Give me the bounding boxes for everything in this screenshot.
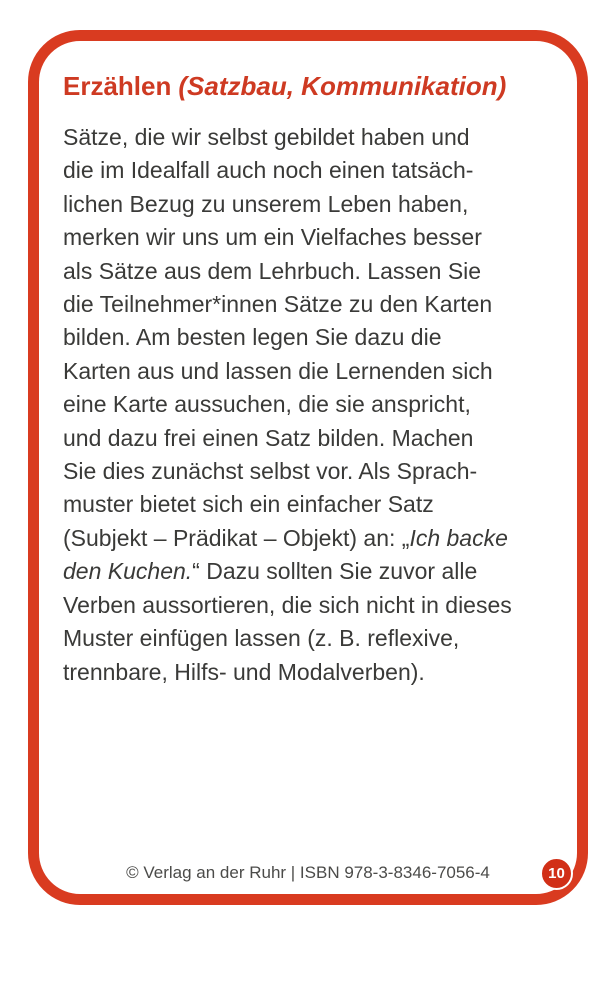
body-line: die im Idealfall auch noch einen tatsäch- xyxy=(63,157,474,184)
example-sentence-italic: den Kuchen. xyxy=(63,558,193,585)
body-line: Sie dies zunächst selbst vor. Als Sprach- xyxy=(63,458,478,485)
footer xyxy=(39,863,577,883)
card xyxy=(28,30,588,905)
body-line: lichen Bezug zu unserem Leben haben, xyxy=(63,190,469,217)
body-line: muster bietet sich ein einfacher Satz xyxy=(63,491,434,518)
page-number: 10 xyxy=(548,865,565,882)
page-number-badge xyxy=(540,857,573,890)
title-subtitle: (Satzbau, Kommunikation) xyxy=(178,71,507,101)
copyright-isbn: © Verlag an der Ruhr | ISBN 978-3-8346-7056-4 xyxy=(126,863,490,882)
body-line: bilden. Am besten legen Sie dazu die xyxy=(63,324,442,351)
page-title xyxy=(63,71,506,101)
example-sentence-italic: Ich backe xyxy=(409,524,508,551)
body-line: den Kuchen.“ Dazu sollten Sie zuvor alle xyxy=(63,558,478,585)
body-line: die Teilnehmer*innen Sätze zu den Karten xyxy=(63,291,493,318)
body-line: als Sätze aus dem Lehrbuch. Lassen Sie xyxy=(63,257,482,284)
body-line: Karten aus und lassen die Lernenden sich xyxy=(63,357,493,384)
body-line: und dazu frei einen Satz bilden. Machen xyxy=(63,424,474,451)
body-line: Muster einfügen lassen (z. B. reflexive, xyxy=(63,625,460,652)
body-line: merken wir uns um ein Vielfaches besser xyxy=(63,224,482,251)
body-line: (Subjekt – Prädikat – Objekt) an: „Ich backe xyxy=(63,524,508,551)
title-keyword: Erzählen xyxy=(63,71,172,101)
body-text xyxy=(63,121,563,689)
body-line: Sätze, die wir selbst gebildet haben und xyxy=(63,124,470,150)
body-line: Verben aussortieren, die sich nicht in dieses xyxy=(63,591,512,618)
body-line: trennbare, Hilfs- und Modalverben). xyxy=(63,658,425,685)
body-line: eine Karte aussuchen, die sie anspricht, xyxy=(63,391,471,418)
